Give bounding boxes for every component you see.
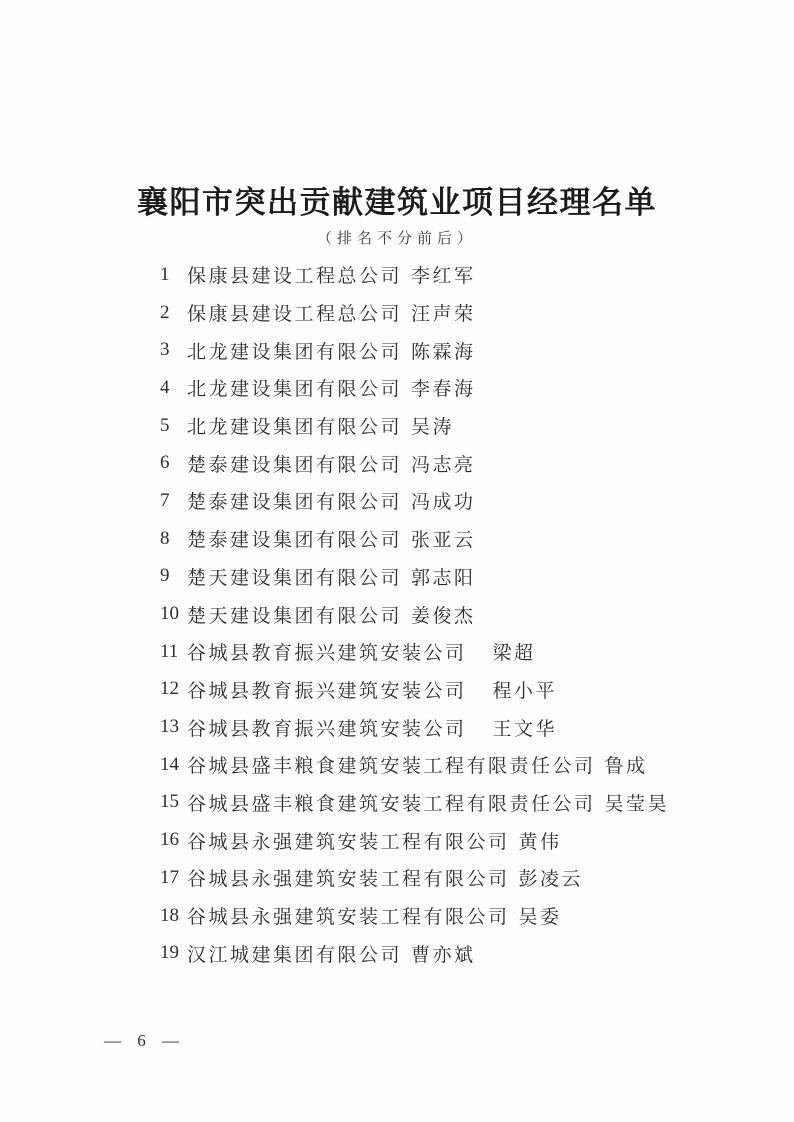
list-item — [160, 633, 720, 671]
person-name: 鲁成 — [604, 756, 648, 778]
item-number: 16 — [160, 829, 179, 851]
page-number: — 6 — — [104, 1031, 185, 1050]
list-item — [160, 294, 720, 332]
person-name: 吴委 — [518, 907, 562, 929]
item-number: 12 — [160, 678, 179, 700]
person-name: 吴莹昊 — [604, 793, 670, 815]
company-name: 谷城县永强建筑安装工程有限公司 — [187, 831, 510, 853]
company-name: 北龙建设集团有限公司 — [187, 341, 403, 363]
company-name: 汉江城建集团有限公司 — [187, 944, 403, 966]
company-name: 保康县建设工程总公司 — [187, 266, 403, 288]
list-item — [160, 369, 720, 407]
item-number: 15 — [160, 791, 179, 813]
person-name: 王文华 — [492, 718, 558, 740]
list-item — [160, 520, 720, 558]
company-name: 楚泰建设集团有限公司 — [187, 492, 403, 514]
item-number: 6 — [160, 452, 170, 474]
company-name: 北龙建设集团有限公司 — [187, 417, 403, 439]
item-number: 3 — [160, 339, 170, 361]
person-name: 冯志亮 — [411, 454, 476, 476]
company-name: 谷城县教育振兴建筑安装公司 — [187, 718, 467, 740]
company-name: 楚天建设集团有限公司 — [187, 605, 403, 627]
company-name: 谷城县永强建筑安装工程有限公司 — [187, 869, 510, 891]
list-item — [160, 558, 720, 596]
list-item — [160, 256, 720, 294]
person-name: 陈霖海 — [411, 341, 476, 363]
list-item — [160, 595, 720, 633]
list-item — [160, 708, 720, 746]
person-name: 吴涛 — [411, 417, 455, 439]
person-name: 汪声荣 — [411, 304, 476, 326]
company-name: 保康县建设工程总公司 — [187, 304, 403, 326]
company-name: 谷城县教育振兴建筑安装公司 — [187, 680, 467, 702]
person-name: 彭凌云 — [518, 869, 584, 891]
list-item — [160, 934, 720, 972]
item-number: 1 — [160, 263, 170, 285]
person-name: 梁超 — [492, 643, 536, 665]
item-number: 14 — [160, 753, 179, 775]
list-item — [160, 859, 720, 897]
company-name: 楚泰建设集团有限公司 — [187, 530, 403, 552]
person-name: 姜俊杰 — [411, 605, 476, 627]
list-item — [160, 897, 720, 935]
person-name: 张亚云 — [411, 530, 476, 552]
list-item — [160, 482, 720, 520]
list-item — [160, 821, 720, 859]
company-name: 楚泰建设集团有限公司 — [187, 454, 403, 476]
company-name: 谷城县永强建筑安装工程有限公司 — [187, 907, 510, 929]
person-name: 李红军 — [411, 266, 476, 288]
item-number: 13 — [160, 716, 179, 738]
item-number: 11 — [160, 640, 179, 662]
company-name: 谷城县盛丰粮食建筑安装工程有限责任公司 — [187, 756, 596, 778]
item-number: 19 — [160, 942, 179, 964]
person-name: 曹亦斌 — [411, 944, 476, 966]
item-number: 2 — [160, 301, 170, 323]
item-number: 5 — [160, 414, 170, 436]
manager-name-list — [160, 256, 720, 972]
item-number: 18 — [160, 904, 179, 926]
person-name: 李春海 — [411, 379, 476, 401]
list-item — [160, 746, 720, 784]
person-name: 程小平 — [492, 680, 558, 702]
item-number: 7 — [160, 489, 170, 511]
person-name: 郭志阳 — [411, 567, 476, 589]
item-number: 4 — [160, 376, 170, 398]
list-item — [160, 784, 720, 822]
company-name: 谷城县盛丰粮食建筑安装工程有限责任公司 — [187, 793, 596, 815]
list-item — [160, 444, 720, 482]
page-title: 襄阳市突出贡献建筑业项目经理名单 — [137, 184, 657, 220]
company-name: 北龙建设集团有限公司 — [187, 379, 403, 401]
item-number: 8 — [160, 527, 170, 549]
person-name: 冯成功 — [411, 492, 476, 514]
list-item — [160, 407, 720, 445]
company-name: 谷城县教育振兴建筑安装公司 — [187, 643, 467, 665]
item-number: 9 — [160, 565, 170, 587]
list-item — [160, 671, 720, 709]
person-name: 黄伟 — [518, 831, 562, 853]
item-number: 10 — [160, 603, 179, 625]
item-number: 17 — [160, 866, 179, 888]
list-item — [160, 331, 720, 369]
company-name: 楚天建设集团有限公司 — [187, 567, 403, 589]
page-subtitle: （排名不分前后） — [316, 231, 477, 247]
